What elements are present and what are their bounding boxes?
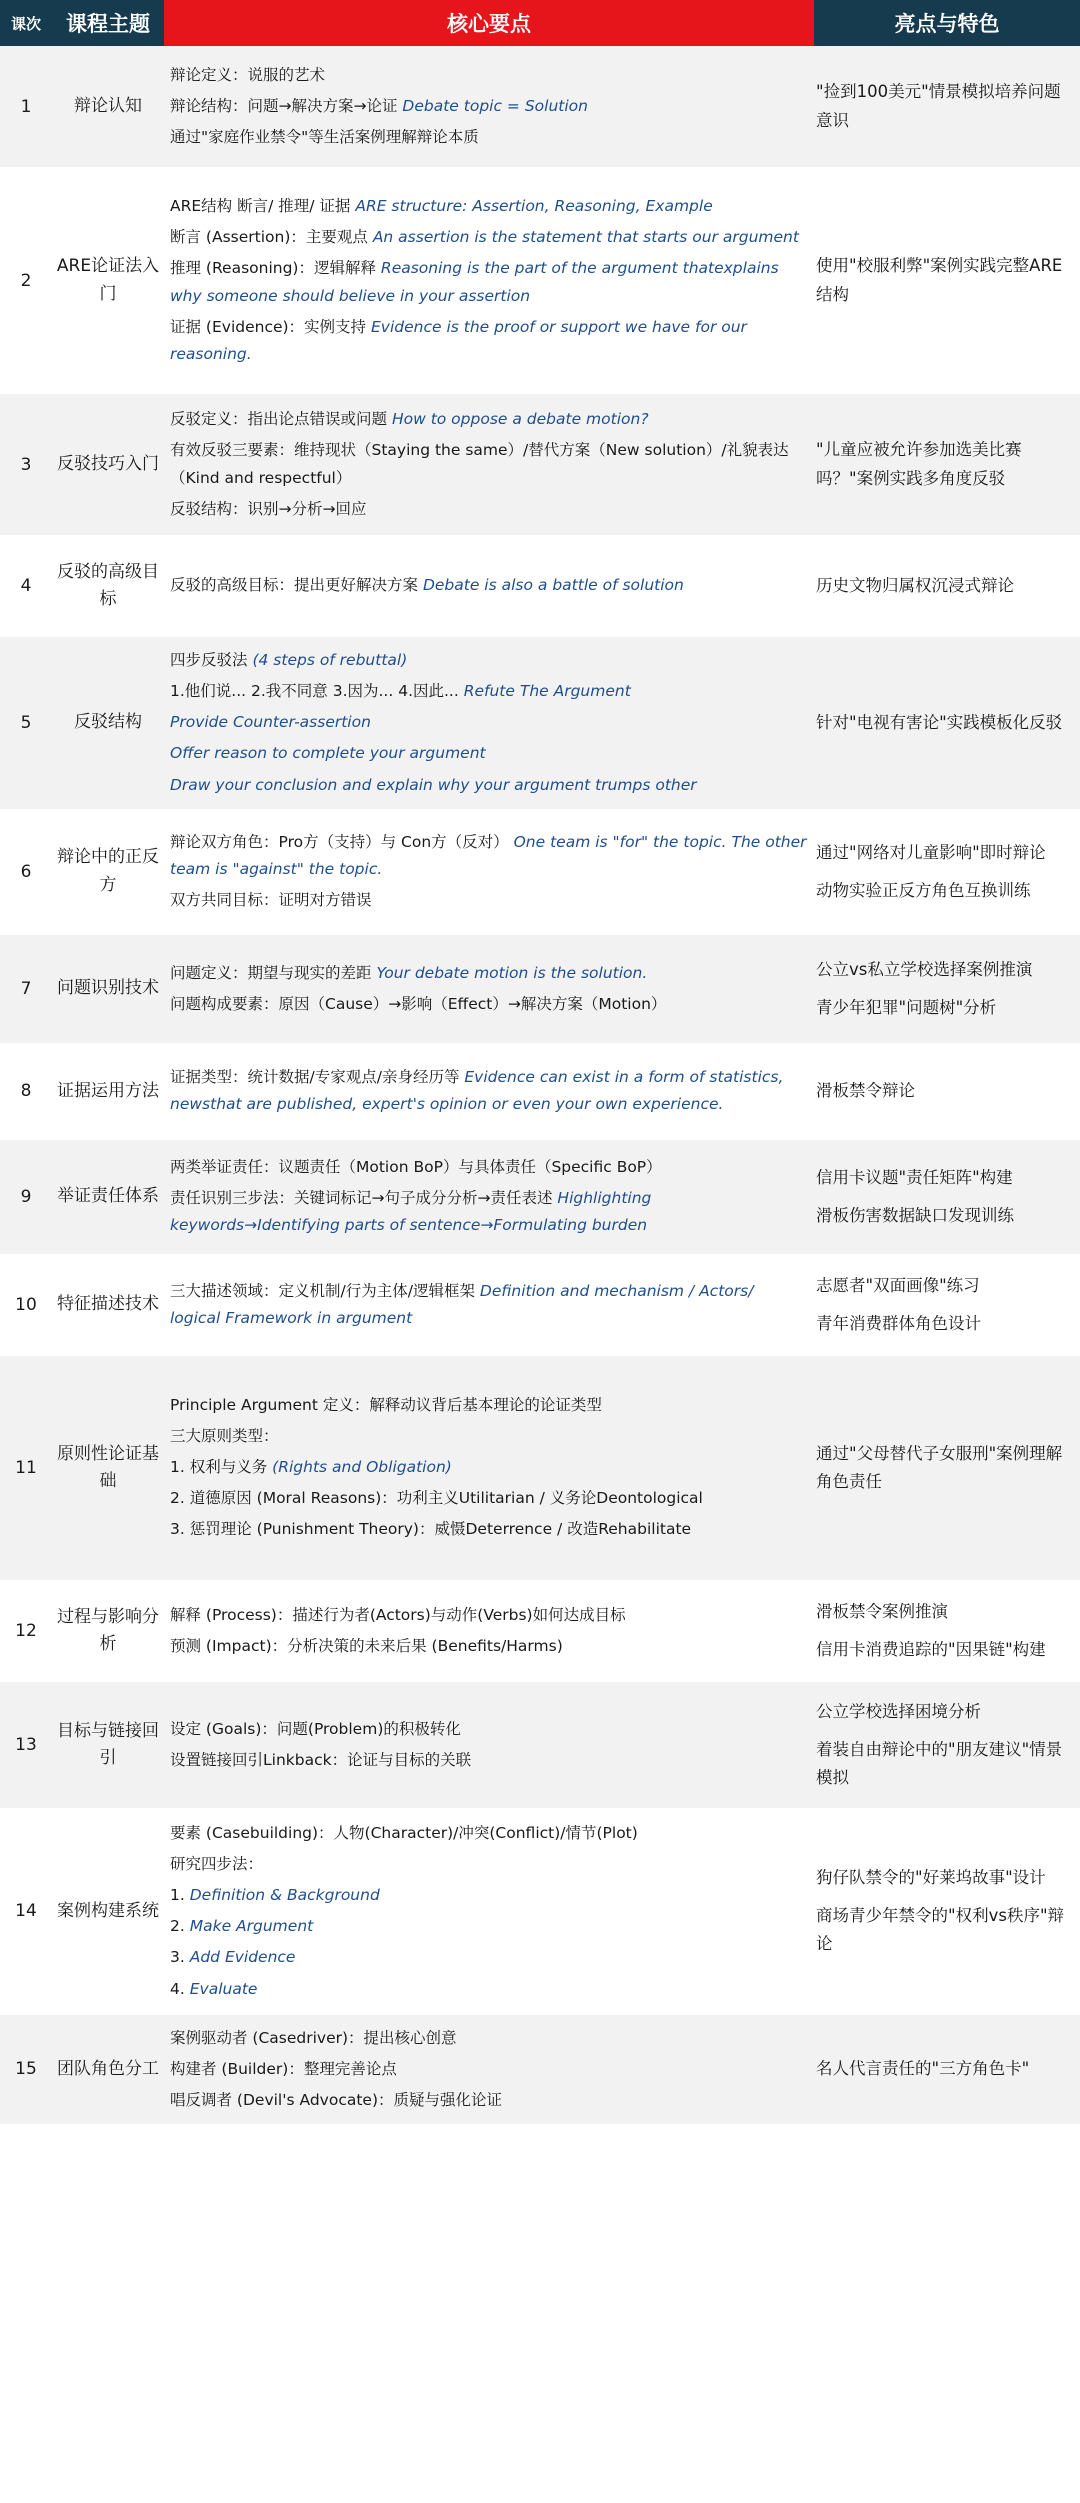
- header-lesson-number: 课次: [0, 0, 52, 46]
- core-point-en: Make Argument: [189, 1917, 314, 1936]
- core-point-zh: 证据类型：统计数据/专家观点/亲身经历等: [170, 1068, 460, 1086]
- table-row: [0, 636, 1080, 810]
- highlight-item: 信用卡议题"责任矩阵"构建: [816, 1167, 1013, 1187]
- core-point-en: Reasoning is the part of the argument thatexplains why someone should believe in your assertion: [170, 259, 779, 305]
- core-point: [170, 829, 808, 883]
- core-point: [170, 1392, 808, 1419]
- core-point-zh: 反驳结构：识别→分析→回应: [170, 499, 367, 518]
- core-point-zh: 三大描述领域：定义机制/行为主体/逻辑框架: [170, 1281, 475, 1300]
- core-point: [170, 1185, 808, 1239]
- highlight-item: 滑板伤害数据缺口发现训练: [816, 1205, 1014, 1225]
- highlights: [814, 1255, 1080, 1355]
- highlight-item: 使用"校服利弊"案例实践完整ARE结构: [816, 256, 1063, 304]
- lesson-number: 15: [0, 2014, 52, 2125]
- core-point-en: Evidence can exist in a form of statistics, newsthat are published, expert's opinion or even your own experience.: [170, 1068, 784, 1114]
- core-point-zh: 1. 权利与义务: [170, 1458, 268, 1477]
- core-point: [170, 887, 808, 914]
- highlights: [814, 168, 1080, 393]
- highlight-item: 针对"电视有害论"实践模板化反驳: [816, 712, 1063, 732]
- lesson-number: 8: [0, 1044, 52, 1139]
- core-point: [170, 740, 808, 767]
- core-point: [170, 1851, 808, 1878]
- table-row: [0, 1255, 1080, 1355]
- table-body: [0, 46, 1080, 2125]
- core-point: [170, 1602, 808, 1629]
- highlights: [814, 1681, 1080, 1809]
- lesson-number: 4: [0, 536, 52, 636]
- core-point: [170, 2056, 808, 2083]
- core-point-en: (Rights and Obligation): [272, 1458, 452, 1477]
- core-point: [170, 991, 808, 1018]
- core-point-zh: 要素 (Casebuilding)：人物(Character)/冲突(Conflict)/情节(Plot): [170, 1823, 638, 1842]
- highlight-item: 公立学校选择困境分析: [816, 1701, 981, 1721]
- core-point-en: Definition & Background: [189, 1886, 380, 1905]
- core-point: [170, 1976, 808, 2003]
- core-point: [170, 960, 808, 987]
- core-point: [170, 2087, 808, 2114]
- lesson-topic: ARE论证法入门: [52, 168, 164, 393]
- core-point: [170, 1454, 808, 1481]
- lesson-topic: 目标与链接回引: [52, 1681, 164, 1809]
- highlights: [814, 1139, 1080, 1255]
- lesson-number: 6: [0, 810, 52, 934]
- lesson-topic: 辩论认知: [52, 46, 164, 168]
- core-point-en: Definition and mechanism / Actors/ logical Framework in argument: [170, 1281, 754, 1327]
- core-point-zh: 双方共同目标：证明对方错误: [170, 891, 372, 910]
- core-point-en: Evaluate: [189, 1979, 258, 1998]
- highlight-item: 名人代言责任的"三方角色卡": [816, 2059, 1030, 2079]
- table-row: [0, 536, 1080, 636]
- core-point-zh: 研究四步法：: [170, 1855, 264, 1874]
- table-row: [0, 1044, 1080, 1139]
- core-point: [170, 1516, 808, 1543]
- table-row: [0, 1809, 1080, 2014]
- core-point-en: Draw your conclusion and explain why your argument trumps other: [170, 775, 697, 794]
- core-point-zh: 辩论双方角色：Pro方（支持）与 Con方（反对）: [170, 832, 509, 851]
- core-points: [164, 636, 814, 810]
- core-point: [170, 314, 808, 368]
- core-point-zh: 三大原则类型：: [170, 1427, 279, 1446]
- core-point-en: Refute The Argument: [463, 682, 631, 701]
- core-points: [164, 1355, 814, 1581]
- core-point: [170, 193, 808, 220]
- core-point-en: Add Evidence: [189, 1948, 296, 1967]
- core-point: [170, 647, 808, 674]
- lesson-number: 5: [0, 636, 52, 810]
- core-points: [164, 810, 814, 934]
- core-point-zh: 设定 (Goals)：问题(Problem)的积极转化: [170, 1719, 461, 1738]
- highlights: [814, 46, 1080, 168]
- core-point: [170, 437, 808, 491]
- highlights: [814, 636, 1080, 810]
- highlight-item: 青年消费群体角色设计: [816, 1313, 981, 1333]
- core-point: [170, 496, 808, 523]
- core-point-zh: 两类举证责任：议题责任（Motion BoP）与具体责任（Specific BoP）: [170, 1157, 662, 1176]
- core-point: [170, 255, 808, 309]
- core-point: [170, 1278, 808, 1332]
- core-points: [164, 536, 814, 636]
- core-point: [170, 1633, 808, 1660]
- core-point-zh: 责任识别三步法：关键词标记→句子成分分析→责任表述: [170, 1189, 553, 1208]
- table-row: [0, 1681, 1080, 1809]
- core-point: [170, 1820, 808, 1847]
- core-point-zh: 1.他们说... 2.我不同意 3.因为... 4.因此...: [170, 682, 459, 701]
- lesson-topic: 原则性论证基础: [52, 1355, 164, 1581]
- core-point: [170, 2025, 808, 2052]
- core-point-zh: 解释 (Process)：描述行为者(Actors)与动作(Verbs)如何达成目标: [170, 1605, 626, 1624]
- core-point-zh: 构建者 (Builder)：整理完善论点: [170, 2059, 397, 2078]
- lesson-topic: 团队角色分工: [52, 2014, 164, 2125]
- core-point-zh: ARE结构 断言/ 推理/ 证据: [170, 197, 351, 216]
- core-point-en: Debate topic = Solution: [402, 96, 588, 115]
- lesson-topic: 过程与影响分析: [52, 1581, 164, 1681]
- highlights: [814, 536, 1080, 636]
- highlights: [814, 1355, 1080, 1581]
- highlight-item: 滑板禁令辩论: [816, 1081, 915, 1101]
- core-point: [170, 224, 808, 251]
- header-highlights: 亮点与特色: [814, 0, 1080, 46]
- core-point-en: Debate is also a battle of solution: [422, 576, 684, 595]
- lesson-topic: 证据运用方法: [52, 1044, 164, 1139]
- lesson-topic: 反驳结构: [52, 636, 164, 810]
- core-point-en: Offer reason to complete your argument: [170, 744, 486, 763]
- highlights: [814, 2014, 1080, 2125]
- lesson-topic: 反驳技巧入门: [52, 393, 164, 536]
- core-point-zh: 1.: [170, 1886, 185, 1905]
- core-point-zh: 有效反驳三要素：维持现状（Staying the same）/替代方案（New solution）/礼貌表达（Kind and respectful）: [170, 441, 789, 487]
- core-point: [170, 1716, 808, 1743]
- highlights: [814, 393, 1080, 536]
- core-point-zh: 2.: [170, 1917, 185, 1936]
- core-points: [164, 934, 814, 1044]
- core-point-zh: 问题定义：期望与现实的差距: [170, 963, 372, 982]
- lesson-topic: 问题识别技术: [52, 934, 164, 1044]
- core-point: [170, 406, 808, 433]
- core-point: [170, 1913, 808, 1940]
- lesson-number: 1: [0, 46, 52, 168]
- table-row: [0, 393, 1080, 536]
- highlight-item: 动物实验正反方角色互换训练: [816, 880, 1031, 900]
- highlights: [814, 934, 1080, 1044]
- core-point-zh: 唱反调者 (Devil's Advocate)：质疑与强化论证: [170, 2090, 503, 2109]
- lesson-number: 10: [0, 1255, 52, 1355]
- core-point: [170, 572, 808, 599]
- core-point-zh: 案例驱动者 (Casedriver)：提出核心创意: [170, 2028, 457, 2047]
- core-points: [164, 1809, 814, 2014]
- core-point-zh: 问题构成要素：原因（Cause）→影响（Effect）→解决方案（Motion）: [170, 994, 667, 1013]
- core-point: [170, 1944, 808, 1971]
- core-point: [170, 709, 808, 736]
- lesson-topic: 反驳的高级目标: [52, 536, 164, 636]
- core-point: [170, 1747, 808, 1774]
- header-core-points: 核心要点: [164, 0, 814, 46]
- highlights: [814, 810, 1080, 934]
- highlight-item: 志愿者"双面画像"练习: [816, 1275, 980, 1295]
- core-point-zh: 推理 (Reasoning)：逻辑解释: [170, 259, 376, 278]
- core-point-en: Provide Counter-assertion: [170, 713, 371, 732]
- table-row: [0, 168, 1080, 393]
- core-point: [170, 1154, 808, 1181]
- highlights: [814, 1809, 1080, 2014]
- highlight-item: "捡到100美元"情景模拟培养问题意识: [816, 82, 1061, 130]
- core-point-zh: 断言 (Assertion)：主要观点: [170, 228, 368, 247]
- core-points: [164, 1044, 814, 1139]
- highlight-item: 着装自由辩论中的"朋友建议"情景模拟: [816, 1739, 1063, 1787]
- core-point-zh: 通过"家庭作业禁令"等生活案例理解辩论本质: [170, 128, 479, 147]
- core-point-zh: 辩论结构：问题→解决方案→论证: [170, 96, 398, 115]
- core-point-zh: 预测 (Impact)：分析决策的未来后果 (Benefits/Harms): [170, 1636, 563, 1655]
- highlight-item: 滑板禁令案例推演: [816, 1601, 948, 1621]
- table-row: [0, 934, 1080, 1044]
- core-point-en: An assertion is the statement that starts our argument: [372, 228, 799, 247]
- core-point-zh: Principle Argument 定义：解释动议背后基本理论的论证类型: [170, 1395, 602, 1414]
- lesson-number: 9: [0, 1139, 52, 1255]
- highlight-item: 通过"网络对儿童影响"即时辩论: [816, 842, 1046, 862]
- core-point-zh: 2. 道德原因 (Moral Reasons)：功利主义Utilitarian / 义务论Deontological: [170, 1489, 703, 1508]
- core-points: [164, 1255, 814, 1355]
- highlight-item: 通过"父母替代子女服刑"案例理解角色责任: [816, 1443, 1063, 1491]
- core-point: [170, 1485, 808, 1512]
- core-points: [164, 1139, 814, 1255]
- core-point-zh: 反驳的高级目标：提出更好解决方案: [170, 576, 419, 595]
- lesson-topic: 辩论中的正反方: [52, 810, 164, 934]
- highlight-item: 青少年犯罪"问题树"分析: [816, 997, 997, 1017]
- core-point-en: ARE structure: Assertion, Reasoning, Example: [355, 197, 713, 216]
- lesson-number: 14: [0, 1809, 52, 2014]
- core-point-zh: 4.: [170, 1979, 185, 1998]
- lesson-topic: 举证责任体系: [52, 1139, 164, 1255]
- core-points: [164, 46, 814, 168]
- core-point-en: How to oppose a debate motion?: [391, 410, 649, 429]
- core-point-en: Your debate motion is the solution.: [376, 963, 648, 982]
- core-point-zh: 3.: [170, 1948, 185, 1967]
- core-point-zh: 辩论定义：说服的艺术: [170, 65, 326, 84]
- lesson-number: 12: [0, 1581, 52, 1681]
- core-point-zh: 反驳定义：指出论点错误或问题: [170, 410, 388, 429]
- highlights: [814, 1044, 1080, 1139]
- core-point: [170, 93, 808, 120]
- core-point: [170, 62, 808, 89]
- highlight-item: 商场青少年禁令的"权利vs秩序"辩论: [816, 1906, 1065, 1954]
- core-point: [170, 1423, 808, 1450]
- highlight-item: "儿童应被允许参加选美比赛吗？"案例实践多角度反驳: [816, 440, 1022, 488]
- table-row: [0, 46, 1080, 168]
- core-point-zh: 3. 惩罚理论 (Punishment Theory)：威慑Deterrence / 改造Rehabilitate: [170, 1520, 692, 1539]
- table-header: [0, 0, 1080, 46]
- highlight-item: 狗仔队禁令的"好莱坞故事"设计: [816, 1868, 1046, 1888]
- header-topic: 课程主题: [52, 0, 164, 46]
- lesson-number: 11: [0, 1355, 52, 1581]
- core-point-en: One team is "for" the topic. The other team is "against" the topic.: [170, 832, 807, 879]
- core-points: [164, 168, 814, 393]
- core-point: [170, 678, 808, 705]
- core-point-zh: 四步反驳法: [170, 651, 248, 669]
- core-point: [170, 1064, 808, 1118]
- table-row: [0, 810, 1080, 934]
- core-point-en: (4 steps of rebuttal): [252, 651, 408, 669]
- core-point-en: Highlighting keywords→Identifying parts of sentence→Formulating burden: [170, 1189, 652, 1235]
- lesson-topic: 案例构建系统: [52, 1809, 164, 2014]
- lesson-number: 3: [0, 393, 52, 536]
- highlights: [814, 1581, 1080, 1681]
- lesson-number: 2: [0, 168, 52, 393]
- core-points: [164, 1681, 814, 1809]
- lesson-number: 7: [0, 934, 52, 1044]
- core-point: [170, 772, 808, 799]
- core-point-zh: 证据 (Evidence)：实例支持: [170, 317, 367, 336]
- table-row: [0, 1139, 1080, 1255]
- core-points: [164, 393, 814, 536]
- lesson-number: 13: [0, 1681, 52, 1809]
- highlight-item: 历史文物归属权沉浸式辩论: [816, 575, 1014, 595]
- core-point-zh: 设置链接回引Linkback：论证与目标的关联: [170, 1750, 472, 1769]
- core-point: [170, 1882, 808, 1909]
- core-point-en: Evidence is the proof or support we have for our reasoning.: [170, 317, 747, 363]
- highlight-item: 信用卡消费追踪的"因果链"构建: [816, 1639, 1046, 1659]
- lesson-topic: 特征描述技术: [52, 1255, 164, 1355]
- table-row: [0, 2014, 1080, 2125]
- table-row: [0, 1355, 1080, 1581]
- core-points: [164, 2014, 814, 2125]
- core-point: [170, 124, 808, 151]
- highlight-item: 公立vs私立学校选择案例推演: [816, 959, 1033, 979]
- table-row: [0, 1581, 1080, 1681]
- core-points: [164, 1581, 814, 1681]
